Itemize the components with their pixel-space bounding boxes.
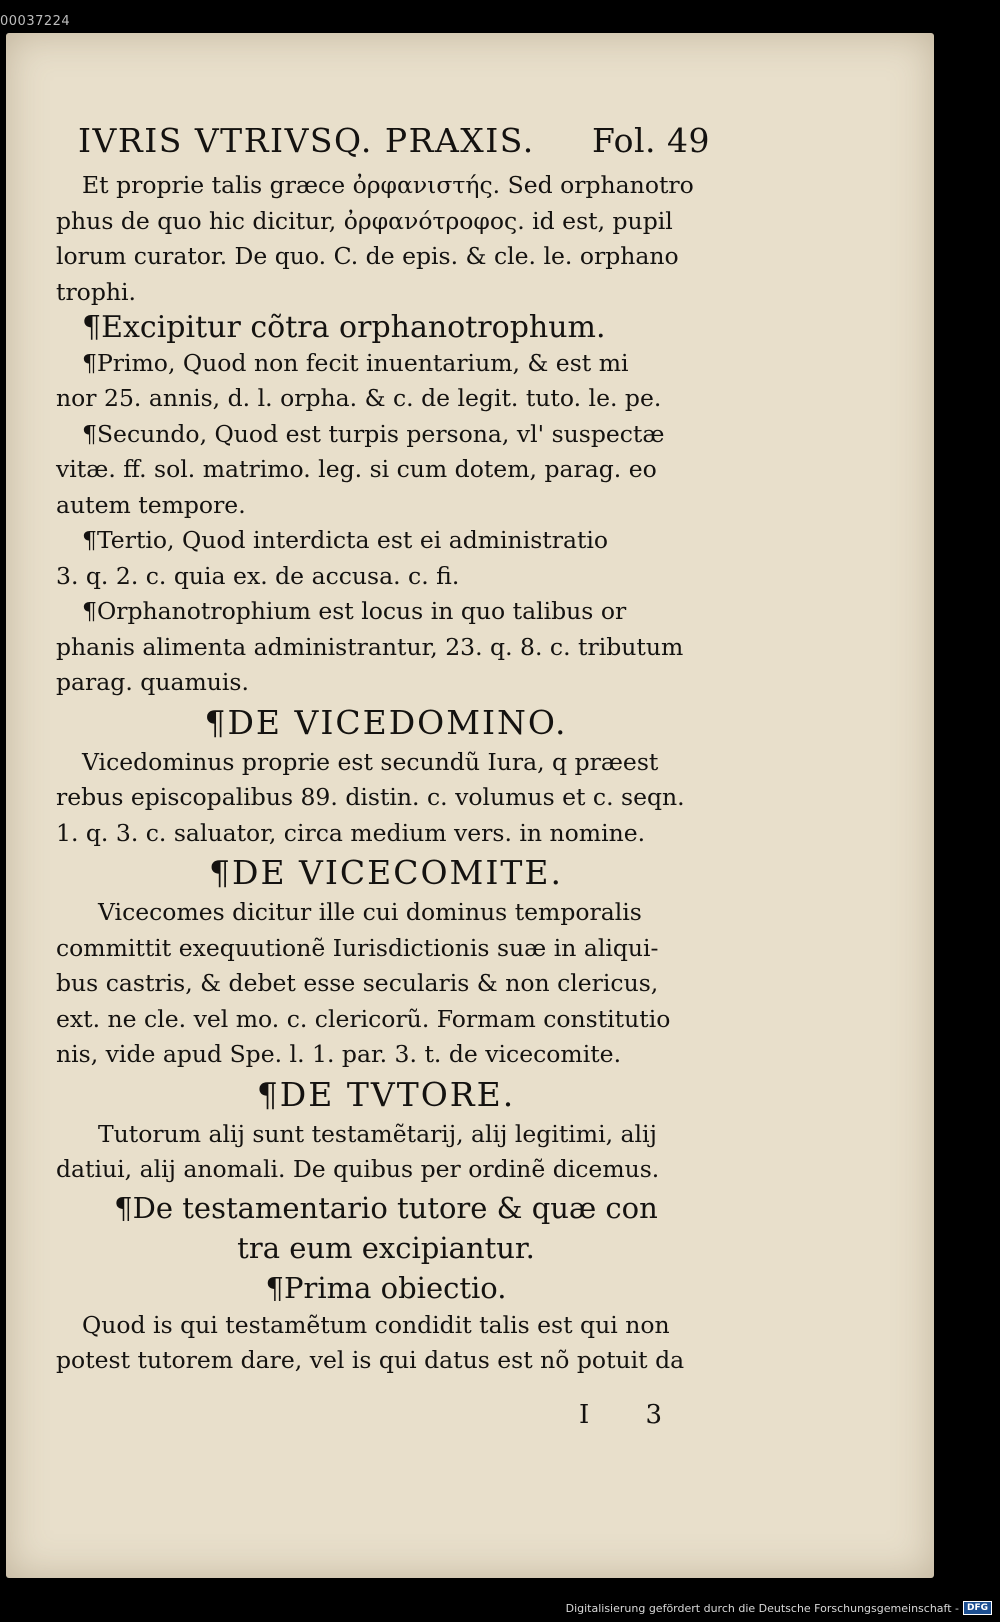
text-line: autem tempore. <box>56 490 246 519</box>
book-page <box>6 33 934 1578</box>
text-line: rebus episcopalibus 89. distin. c. volumus et c. seqn. <box>56 783 685 811</box>
text-line: trophi. <box>56 277 136 306</box>
digitization-credit <box>566 1601 992 1615</box>
text-line: phus de quo hic dicitur, ὀρφανότροφος. id est, pupil <box>56 206 673 235</box>
page-text <box>56 121 716 1379</box>
text-line: committit exequutionẽ Iurisdictionis suæ in aliqui- <box>56 933 659 962</box>
subheading-prima-obiectio: ¶Prima obiectio. <box>265 1270 507 1305</box>
text-line: Vicedominus proprie est secundũ Iura, q præest <box>82 747 659 776</box>
text-line: ext. ne cle. vel mo. c. clericorũ. Formam constitutio <box>56 1004 671 1033</box>
subheading-testamentario: ¶De testamentario tutore & quæ con <box>114 1190 658 1225</box>
signature-mark: I 3 <box>579 1400 687 1430</box>
text-line: bus castris, & debet esse secularis & non clericus, <box>56 969 659 997</box>
dfg-logo: DFG <box>963 1601 992 1615</box>
text-line: ¶Primo, Quod non fecit inuentarium, & est mi <box>82 348 629 377</box>
text-line: 1. q. 3. c. saluator, circa medium vers. in nomine. <box>56 818 646 847</box>
running-header <box>56 121 716 160</box>
text-line: phanis alimenta administrantur, 23. q. 8. c. tributum <box>56 632 684 661</box>
section-heading-vicecomite: ¶DE VICECOMITE. <box>209 853 563 892</box>
text-line: Tutorum alij sunt testamẽtarij, alij legitimi, alij <box>98 1119 657 1148</box>
running-title: IVRIS VTRIVSQ. PRAXIS. <box>78 121 535 160</box>
text-line: Quod is qui testamẽtum condidit talis est qui non <box>82 1310 670 1339</box>
text-line: potest tutorem dare, vel is qui datus est nõ potuit da <box>56 1346 685 1374</box>
scan-id-label: 00037224 <box>0 14 71 29</box>
section-heading-tutore: ¶DE TVTORE. <box>256 1074 516 1114</box>
text-line: ¶Secundo, Quod est turpis persona, vl' suspectæ <box>82 419 665 448</box>
section-heading-vicedomino: ¶DE VICEDOMINO. <box>204 702 568 742</box>
text-line: parag. quamuis. <box>56 668 249 696</box>
text-line: ¶Orphanotrophium est locus in quo talibus or <box>82 597 627 625</box>
text-line: ¶Tertio, Quod interdicta est ei administratio <box>82 526 609 554</box>
text-line: 3. q. 2. c. quia ex. de accusa. c. fi. <box>56 561 460 590</box>
subheading-testamentario-cont: tra eum excipiantur. <box>237 1230 535 1265</box>
text-line: lorum curator. De quo. C. de epis. & cle. le. orphano <box>56 242 679 270</box>
text-line: Vicecomes dicitur ille cui dominus temporalis <box>98 898 642 926</box>
text-line: nor 25. annis, d. l. orpha. & c. de legit. tuto. le. pe. <box>56 384 662 412</box>
text-line: nis, vide apud Spe. l. 1. par. 3. t. de vicecomite. <box>56 1040 622 1068</box>
section-subheading: ¶Excipitur cõtra orphanotrophum. <box>82 310 606 345</box>
folio-number: Fol. 49 <box>592 121 710 160</box>
text-line: Et proprie talis græce ὀρφανιστής. Sed orphanotro <box>82 171 694 199</box>
text-line: datiui, alij anomali. De quibus per ordinẽ dicemus. <box>56 1155 660 1183</box>
credit-text: Digitalisierung gefördert durch die Deutsche Forschungsgemeinschaft - <box>565 1601 959 1615</box>
text-line: vitæ. ff. sol. matrimo. leg. si cum dotem, parag. eo <box>56 455 657 483</box>
